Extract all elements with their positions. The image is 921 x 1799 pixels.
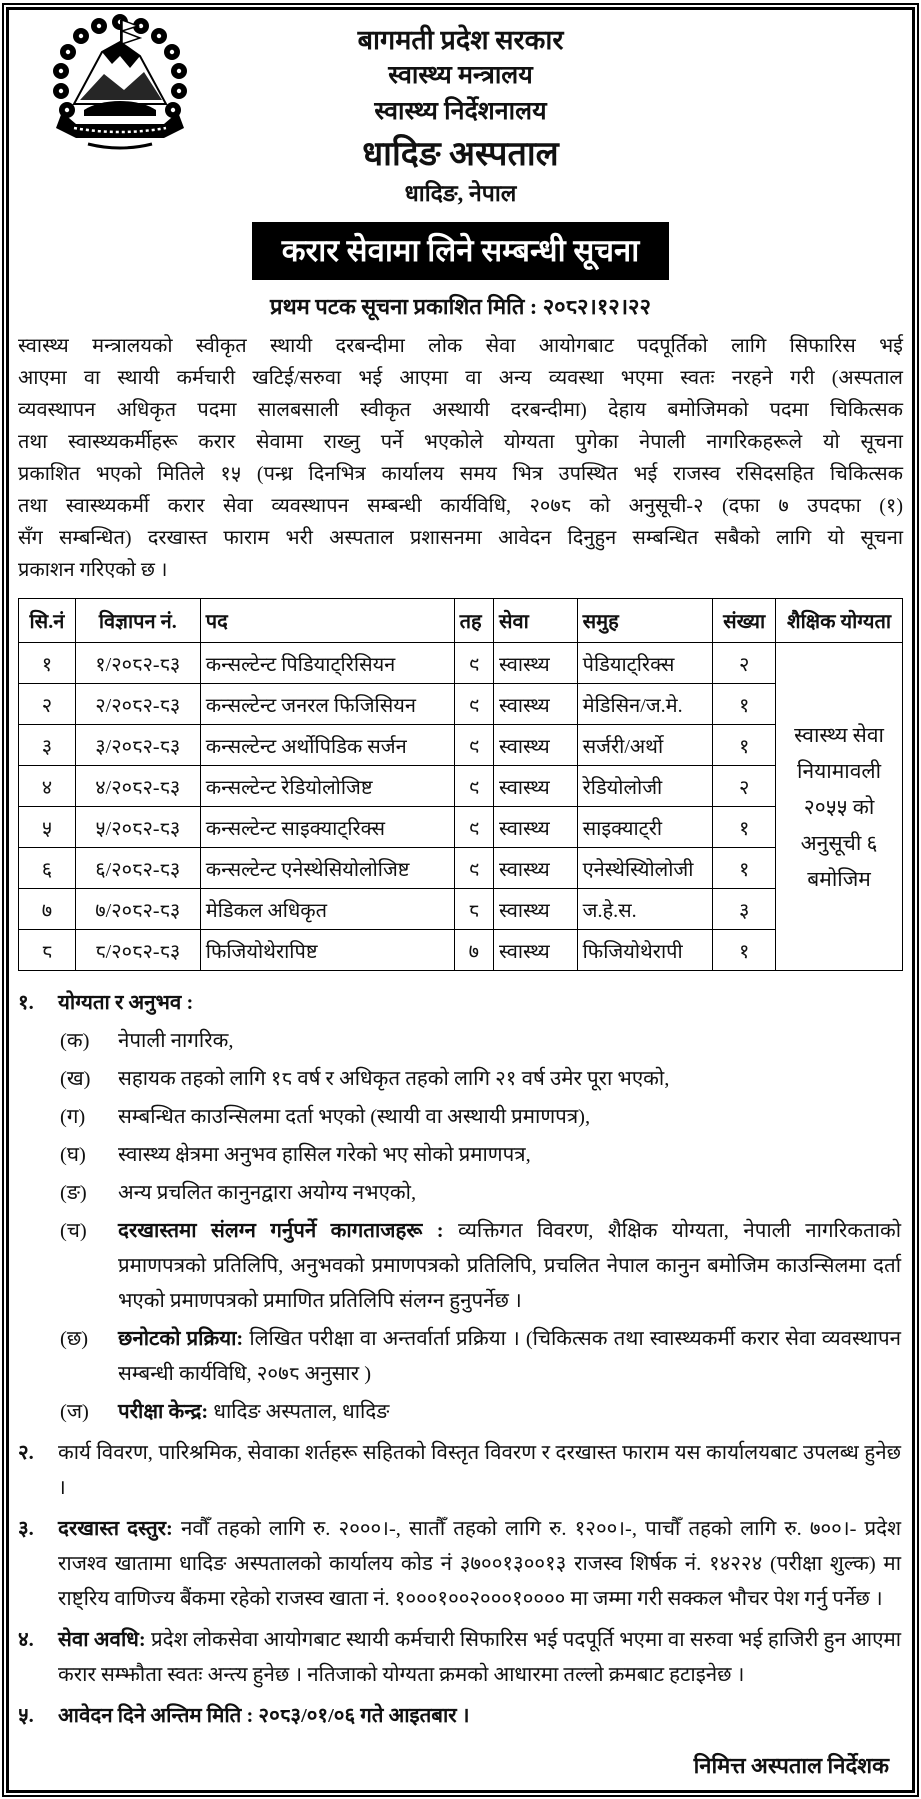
- cell-ad-no: ३/२०८२-८३: [75, 725, 200, 766]
- item-label: (ङ): [60, 1182, 87, 1204]
- cell-group: मेडिसिन/ज.मे.: [577, 684, 713, 725]
- intro-line: प्रकाशित भएको मितिले १५ (पन्ध्र दिनभित्र कार्यालय समय भित्र उपस्थित भई राजस्व रसिदसहित चिकित्सक: [18, 463, 903, 485]
- item-label: (ख): [60, 1068, 91, 1090]
- cell-group: रेडियोलोजी: [577, 766, 713, 807]
- cell-service: स्वास्थ्य: [493, 889, 577, 930]
- intro-line: स्वास्थ्य मन्त्रालयको स्वीकृत स्थायी दरबन्दीमा लोक सेवा आयोगबाट पदपूर्तिको लागि सिफारिस भई: [18, 335, 903, 357]
- table-row: [19, 848, 903, 889]
- header-service: सेवा: [493, 599, 577, 643]
- header-group: समुह: [577, 599, 713, 643]
- cell-group: फिजियोथेरापी: [577, 930, 713, 971]
- item-plain-text: व्यक्तिगत विवरण, शैक्षिक योग्यता, नेपाली नागरिकताको प्रमाणपत्रको प्रतिलिपि, अनुभवको प्रमाणपत्रको प्रतिलिपि, प्रचलित नेपाल कानुन बमोजिम काउन्सिलमा दर्ता भएको प्रमाणपत्रको प्रमाणित प्रतिलिपि संलग्न हुनुपर्नेछ ।: [118, 1220, 902, 1312]
- ministry-name: स्वास्थ्य मन्त्रालय: [388, 62, 533, 89]
- header-count: संख्या: [713, 599, 776, 643]
- list-item: [18, 1138, 903, 1173]
- cell-ad-no: ४/२०८२-८३: [75, 766, 200, 807]
- cell-count: १: [713, 725, 776, 766]
- cell-sn: ६: [19, 848, 76, 889]
- cell-group: ज.हे.स.: [577, 889, 713, 930]
- item-text: [118, 1100, 903, 1135]
- intro-line: आएमा वा स्थायी कर्मचारी खटिई/सरुवा भई आएमा वा अन्य व्यवस्था भएमा स्वतः नरहने गरी (अस्पताल: [18, 367, 903, 389]
- item-text: [118, 1138, 903, 1173]
- item-text: [58, 1512, 903, 1617]
- item-bold-text: छनोटको प्रक्रिया:: [118, 1328, 244, 1350]
- numbered-item: [18, 1436, 903, 1506]
- table-row: [19, 766, 903, 807]
- notice-page: [6, 7, 915, 1793]
- item-label: (क): [60, 1030, 90, 1052]
- header-post: पद: [200, 599, 454, 643]
- section-number: १.: [18, 992, 34, 1014]
- cell-group: पेडियाट्रिक्स: [577, 643, 713, 684]
- notice-title-row: [18, 222, 903, 280]
- cell-post: फिजियोथेरापिष्ट: [200, 930, 454, 971]
- cell-service: स्वास्थ्य: [493, 807, 577, 848]
- cell-service: स्वास्थ्य: [493, 725, 577, 766]
- conditions-sections: [18, 985, 903, 1734]
- item-bold-text: दरखास्तमा संलग्न गर्नुपर्ने कागताजहरू :: [118, 1220, 444, 1242]
- cell-level: ८: [454, 889, 493, 930]
- cell-count: २: [713, 643, 776, 684]
- government-name: बागमती प्रदेश सरकार: [357, 25, 564, 55]
- cell-ad-no: ७/२०८२-८३: [75, 889, 200, 930]
- item-plain-text: प्रदेश लोकसेवा आयोगबाट स्थायी कर्मचारी सिफारिस भई पदपूर्ति भएमा वा सरुवा भई हाजिरी हुन आएमा करार सम्झौता स्वतः अन्त्य हुनेछ । नतिजाको योग्यता क्रमको आधारमा तल्लो क्रमबाट हटाइनेछ ।: [58, 1629, 902, 1686]
- cell-sn: ७: [19, 889, 76, 930]
- item-label: (घ): [60, 1144, 86, 1166]
- cell-ad-no: ५/२०८२-८३: [75, 807, 200, 848]
- list-item: [18, 1322, 903, 1392]
- intro-line: तथा स्वास्थ्यकर्मीहरू करार सेवामा राख्नु पर्ने भएकोले योग्यता पुगेका नेपाली नागरिकहरूले यो सूचना: [18, 431, 903, 453]
- item-text: [118, 1176, 903, 1211]
- cell-sn: ८: [19, 930, 76, 971]
- header-level: तह: [454, 599, 493, 643]
- table-row: [19, 643, 903, 684]
- published-date-line: प्रथम पटक सूचना प्रकाशित मिति : २०८२।१२।२२: [270, 294, 651, 319]
- item-text: [118, 1395, 903, 1430]
- cell-service: स्वास्थ्य: [493, 684, 577, 725]
- signature-line: निमित्त अस्पताल निर्देशक: [693, 1753, 889, 1778]
- item-bold-text: परीक्षा केन्द्र:: [118, 1401, 209, 1423]
- numbered-item: [18, 1623, 903, 1693]
- list-item: [18, 1100, 903, 1135]
- table-row: [19, 725, 903, 766]
- cell-count: १: [713, 684, 776, 725]
- cell-qualification-note: स्वास्थ्य सेवा नियामावली २०५५ को अनुसूची ६ बमोजिम: [776, 643, 903, 971]
- item-plain-text: नेपाली नागरिक,: [118, 1030, 234, 1052]
- cell-service: स्वास्थ्य: [493, 643, 577, 684]
- cell-count: १: [713, 807, 776, 848]
- item-plain-text: धादिङ अस्पताल, धादिङ: [213, 1401, 390, 1423]
- cell-count: ३: [713, 889, 776, 930]
- cell-count: २: [713, 766, 776, 807]
- notice-title: करार सेवामा लिने सम्बन्धी सूचना: [252, 222, 670, 280]
- cell-level: ९: [454, 848, 493, 889]
- table-row: [19, 684, 903, 725]
- cell-group: सर्जरी/अर्थो: [577, 725, 713, 766]
- item-plain-text: सहायक तहको लागि १८ वर्ष र अधिकृत तहको लागि २१ वर्ष उमेर पूरा भएको,: [118, 1068, 670, 1090]
- item-text: [58, 1436, 903, 1506]
- item-number: ५.: [18, 1705, 34, 1727]
- cell-level: ९: [454, 684, 493, 725]
- section-1-heading: [18, 985, 903, 1021]
- table-row: [19, 930, 903, 971]
- item-number: ३.: [18, 1518, 34, 1540]
- cell-group: एनेस्थेस्यिोलोजी: [577, 848, 713, 889]
- item-plain-text: कार्य विवरण, पारिश्रमिक, सेवाका शर्तहरू सहितको विस्तृत विवरण र दरखास्त फाराम यस कार्यालयबाट उपलब्ध हुनेछ ।: [58, 1442, 901, 1499]
- cell-post: कन्सल्टेन्ट एनेस्थेसियोलोजिष्ट: [200, 848, 454, 889]
- cell-sn: २: [19, 684, 76, 725]
- directorate-name: स्वास्थ्य निर्देशनालय: [374, 98, 547, 125]
- item-bold-text: दरखास्त दस्तुर:: [58, 1518, 173, 1540]
- numbered-item: [18, 1699, 903, 1734]
- hospital-name: धादिङ अस्पताल: [362, 136, 559, 173]
- cell-count: १: [713, 930, 776, 971]
- item-plain-text: स्वास्थ्य क्षेत्रमा अनुभव हासिल गरेको भए सोको प्रमाणपत्र,: [118, 1144, 531, 1166]
- intro-paragraph: [18, 330, 903, 586]
- letterhead: [18, 10, 903, 210]
- cell-sn: ४: [19, 766, 76, 807]
- hospital-location: धादिङ, नेपाल: [404, 181, 517, 206]
- item-number: ४.: [18, 1629, 34, 1651]
- section-title: योग्यता र अनुभव :: [58, 992, 194, 1014]
- list-item: [18, 1024, 903, 1059]
- intro-line: तथा स्वास्थ्यकर्मी करार सेवा व्यवस्थापन सम्बन्धी कार्यविधि, २०७८ को अनुसूची-२ (दफा ७ उपदफा (१): [18, 495, 903, 517]
- cell-ad-no: २/२०८२-८३: [75, 684, 200, 725]
- list-item: [18, 1214, 903, 1319]
- header-ad-no: विज्ञापन नं.: [75, 599, 200, 643]
- list-item: [18, 1176, 903, 1211]
- cell-post: कन्सल्टेन्ट अर्थोपिडिक सर्जन: [200, 725, 454, 766]
- cell-ad-no: ८/२०८२-८३: [75, 930, 200, 971]
- numbered-item: [18, 1512, 903, 1617]
- cell-post: कन्सल्टेन्ट पिडियाट्रिसियन: [200, 643, 454, 684]
- item-text: [118, 1214, 903, 1319]
- item-number: २.: [18, 1442, 34, 1464]
- item-label: (ग): [60, 1106, 86, 1128]
- cell-post: कन्सल्टेन्ट रेडियोलोजिष्ट: [200, 766, 454, 807]
- item-text: [118, 1062, 903, 1097]
- cell-service: स्वास्थ्य: [493, 766, 577, 807]
- item-bold-text: आवेदन दिने अन्तिम मिति : २०८३/०१/०६ गते आइतबार ।: [58, 1705, 470, 1727]
- cell-sn: १: [19, 643, 76, 684]
- cell-level: ७: [454, 930, 493, 971]
- intro-line: सँग सम्बन्धित) दरखास्त फाराम भरी अस्पताल प्रशासनमा आवेदन दिनुहुन सम्बन्धित सबैको लागि यो सूचना: [18, 527, 903, 549]
- cell-ad-no: ६/२०८२-८३: [75, 848, 200, 889]
- cell-level: ९: [454, 725, 493, 766]
- item-text: [118, 1322, 903, 1392]
- cell-sn: ३: [19, 725, 76, 766]
- item-label: (ज): [60, 1401, 89, 1423]
- cell-count: १: [713, 848, 776, 889]
- cell-post: कन्सल्टेन्ट जनरल फिजिसियन: [200, 684, 454, 725]
- item-text: [58, 1623, 903, 1693]
- item-label: (च): [60, 1220, 87, 1242]
- item-plain-text: नवौँ तहको लागि रु. २०००।-, सातौँ तहको लागि रु. १२००।-, पाचौँ तहको लागि रु. ७००।- प्रदेश राजश्व खातामा धादिङ अस्पतालको कार्यालय कोड नं ३७००१३००१३ राजस्व शिर्षक नं. १४२२४ (परीक्षा शुल्क) मा राष्ट्रिय वाणिज्य बैंकमा रहेको राजस्व खाता नं. १०००१००२०००१०००० मा जम्मा गरी सक्कल भौचर पेश गर्नु पर्नेछ ।: [58, 1518, 902, 1610]
- list-item: [18, 1062, 903, 1097]
- table-row: [19, 807, 903, 848]
- item-plain-text: लिखित परीक्षा वा अन्तर्वार्ता प्रक्रिया । (चिकित्सक तथा स्वास्थ्यकर्मी करार सेवा व्यवस्थापन सम्बन्धी कार्यविधि, २०७८ अनुसार ): [118, 1328, 902, 1385]
- cell-ad-no: १/२०८२-८३: [75, 643, 200, 684]
- cell-level: ९: [454, 766, 493, 807]
- cell-service: स्वास्थ्य: [493, 930, 577, 971]
- intro-line: व्यवस्थापन अधिकृत पदमा सालबसाली स्वीकृत अस्थायी दरबन्दीमा) देहाय बमोजिमको पदमा चिकित्सक: [18, 399, 903, 421]
- intro-line: प्रकाशन गरिएको छ ।: [18, 559, 168, 581]
- nepal-government-emblem-icon: [44, 12, 196, 154]
- table-row: [19, 889, 903, 930]
- item-text: [58, 1699, 903, 1734]
- item-label: (छ): [60, 1328, 89, 1350]
- cell-level: ९: [454, 643, 493, 684]
- cell-post: मेडिकल अधिकृत: [200, 889, 454, 930]
- item-plain-text: अन्य प्रचलित कानुनद्वारा अयोग्य नभएको,: [118, 1182, 417, 1204]
- cell-service: स्वास्थ्य: [493, 848, 577, 889]
- table-header-row: [19, 599, 903, 643]
- header-qualification: शैक्षिक योग्यता: [776, 599, 903, 643]
- item-plain-text: सम्बन्धित काउन्सिलमा दर्ता भएको (स्थायी वा अस्थायी प्रमाणपत्र),: [118, 1106, 591, 1128]
- list-item: [18, 1395, 903, 1430]
- vacancy-table: [18, 598, 903, 971]
- item-bold-text: सेवा अवधि:: [58, 1629, 146, 1651]
- cell-sn: ५: [19, 807, 76, 848]
- item-text: [118, 1024, 903, 1059]
- cell-group: साइक्याट्री: [577, 807, 713, 848]
- header-sn: सि.नं: [19, 599, 76, 643]
- cell-post: कन्सल्टेन्ट साइक्याट्रिक्स: [200, 807, 454, 848]
- cell-level: ९: [454, 807, 493, 848]
